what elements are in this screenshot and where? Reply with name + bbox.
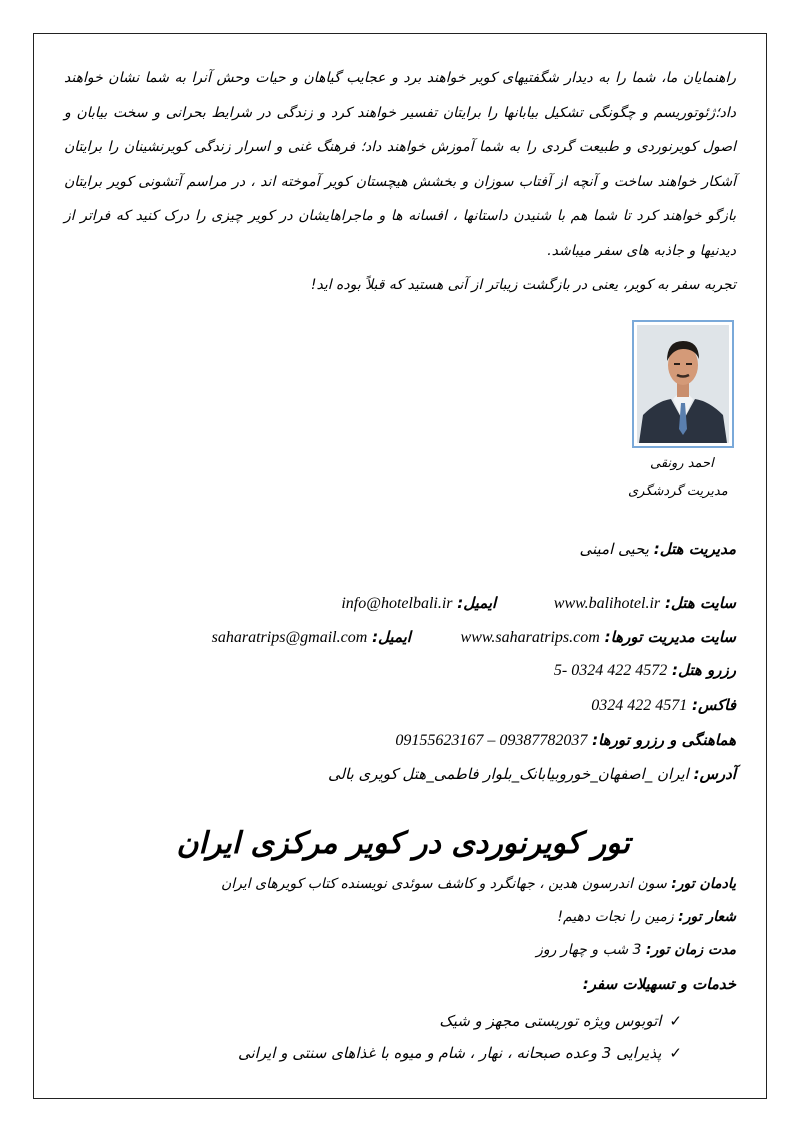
fax-number: 0324 422 4571 xyxy=(591,697,688,714)
tours-email-label: ایمیل: xyxy=(372,628,411,646)
hotel-manager-line xyxy=(580,540,736,558)
fax-label: فاکس: xyxy=(691,696,736,714)
hotel-email-link[interactable]: info@hotelbali.ir xyxy=(341,595,453,612)
intro-text xyxy=(64,61,736,303)
tours-site-label: سایت مدیریت تورها: xyxy=(604,628,736,646)
hotel-site-label: سایت هتل: xyxy=(664,594,736,612)
coordination-line xyxy=(395,731,736,750)
reserve-line xyxy=(554,661,736,680)
intro-closing: تجربه سفر به کویر، یعنی در بازگشت زیباتر از آنی هستید که قبلاً بوده اید! xyxy=(310,277,736,293)
tour-duration-label: مدت زمان تور: xyxy=(645,942,736,958)
profile-role: مدیریت گردشگری xyxy=(628,484,728,499)
tour-duration-line xyxy=(536,942,736,958)
tour-memorial-label: یادمان تور: xyxy=(671,876,736,892)
hotel-site-link[interactable]: www.balihotel.ir xyxy=(553,595,661,612)
tour-memorial-value: سون اندرسون هدین ، جهانگرد و کاشف سوئدی نویسنده کتاب کویرهای ایران xyxy=(220,876,667,892)
tour-slogan-value: زمین را نجات دهیم! xyxy=(557,909,674,925)
hotel-email-label: ایمیل: xyxy=(457,594,497,612)
coordination-phones: 09155623167 – 09387782037 xyxy=(395,732,588,749)
tour-memorial-line xyxy=(221,876,736,892)
hotel-manager-label: مدیریت هتل: xyxy=(653,540,736,558)
profile-name: احمد رونقی xyxy=(650,456,714,471)
tour-slogan-line xyxy=(557,909,736,925)
portrait-illustration xyxy=(637,325,729,443)
address-line xyxy=(328,765,736,783)
tour-duration-value: 3 شب و چهار روز xyxy=(536,942,642,958)
profile-photo xyxy=(632,320,734,448)
service-item-label: پذیرایی 3 وعده صبحانه ، نهار ، شام و میوه با غذاهای سنتی و ایرانی xyxy=(238,1044,662,1062)
fax-line xyxy=(591,696,736,715)
service-item xyxy=(439,1012,682,1030)
checkmark-icon: ✓ xyxy=(669,1044,682,1062)
tour-slogan-label: شعار تور: xyxy=(678,909,736,925)
service-item-label: اتوبوس ویژه توریستی مجهز و شیک xyxy=(439,1012,662,1030)
reserve-phone: 5- 0324 422 4572 xyxy=(553,662,668,679)
tours-site-link[interactable]: www.saharatrips.com xyxy=(460,629,600,646)
portrait-image xyxy=(637,325,729,443)
hotel-site-line xyxy=(341,594,736,613)
intro-paragraph: راهنمایان ما، شما را به دیدار شگفتیهای کویر خواهند برد و عجایب گیاهان و حیات وحش آنرا به شما نشان خواهند داد؛ژئوتوریسم و چگونگی تشکیل بیابانها را برایتان تفسیر خواهند کرد و زندگی در شرایط بحرانی و سخت بیابان و اصول کویرنوردی و طبیعت گردی را به شما آموزش خواهند داد؛ فرهنگ غنی و اسرار زندگی کویرنشینان را برایتان آشکار خواهند ساخت و آنچه از آفتاب سوزان و بخشش هیچستان کویر آموخته اند ، در مراسم آتشونی کویر برایتان بازگو خواهند کرد تا شما هم با شنیدن داستانها ، افسانه ها و ماجراهایشان در کویر چیزی را درک کنید که فراتر از دیدنیها و جاذبه های سفر میباشد. xyxy=(64,70,736,259)
tour-heading: تور کویرنوردی در کویر مرکزی ایران xyxy=(176,826,630,861)
tours-site-line xyxy=(212,628,736,647)
tours-email-link[interactable]: saharatrips@gmail.com xyxy=(211,629,368,646)
address-value: ایران _اصفهان_خوروبیابانک_بلوار فاطمی_هتل کویری بالی xyxy=(327,765,689,783)
services-title: خدمات و تسهیلات سفر: xyxy=(582,975,736,993)
reserve-label: رزرو هتل: xyxy=(672,661,736,679)
service-item xyxy=(238,1044,682,1062)
address-label: آدرس: xyxy=(693,765,736,783)
hotel-manager-value: یحیی امینی xyxy=(579,540,649,558)
checkmark-icon: ✓ xyxy=(669,1012,682,1030)
coordination-label: هماهنگی و رزرو تورها: xyxy=(592,731,736,749)
